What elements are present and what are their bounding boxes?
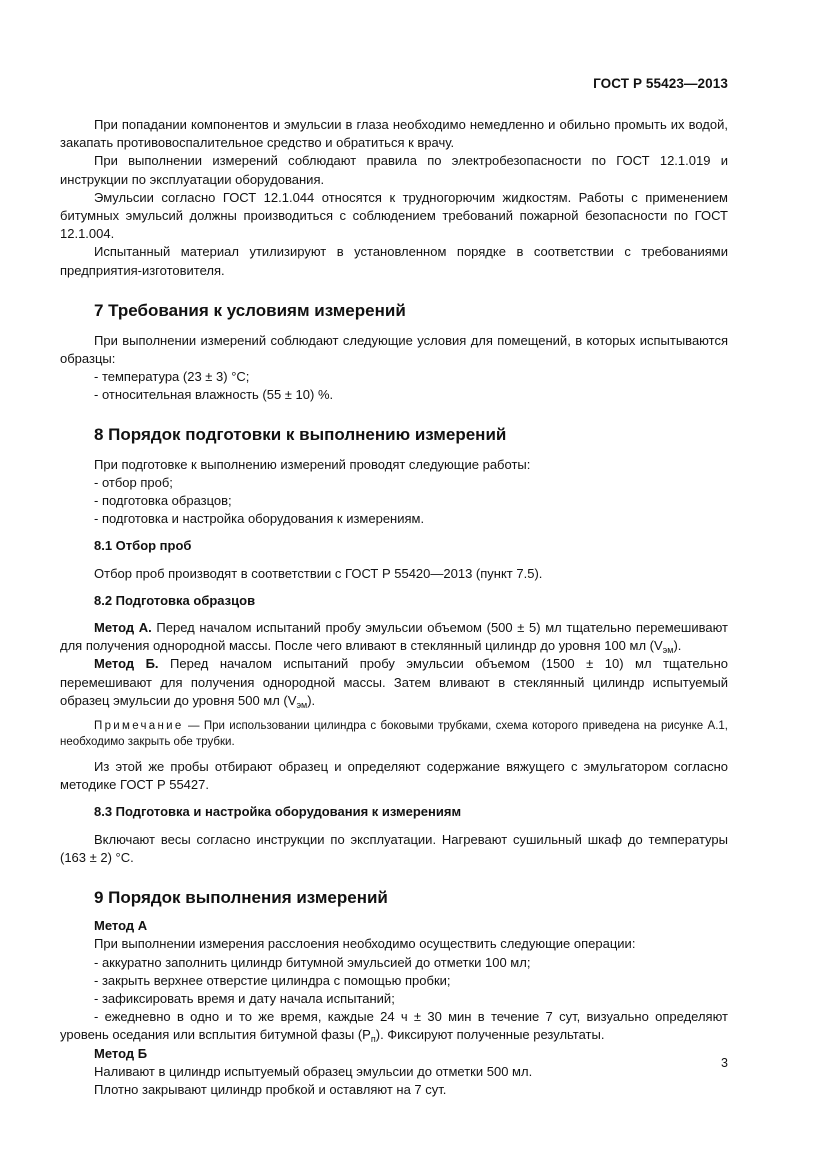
method-label: Метод Б. xyxy=(94,656,159,672)
list-item: - отбор проб; xyxy=(94,474,173,490)
method-b-paragraph xyxy=(60,655,728,710)
method-text-end: ). xyxy=(673,638,682,654)
note xyxy=(60,718,728,750)
note-text: — При использовании цилиндра с боковыми трубками, схема которого приведена на рисунке А.1, необходимо закрыть обе трубки. xyxy=(60,720,728,749)
method-a-paragraph xyxy=(60,619,728,655)
subscript: эм xyxy=(662,645,674,656)
list-item: - аккуратно заполнить цилиндр битумной эмульсией до отметки 100 мл; xyxy=(94,954,531,970)
paragraph: Плотно закрывают цилиндр пробкой и оставляют на 7 сут. xyxy=(94,1081,447,1097)
list-item: - зафиксировать время и дату начала испытаний; xyxy=(94,990,395,1006)
page-body xyxy=(60,116,728,1099)
paragraph: При выполнении измерений соблюдают следующие условия для помещений, в которых испытываются образцы: xyxy=(60,332,728,367)
paragraph: Из этой же пробы отбирают образец и определяют содержание вяжущего с эмульгатором согласно методике ГОСТ Р 55427. xyxy=(60,759,728,793)
method-text: Перед началом испытаний пробу эмульсии объемом (1500 ± 10) мл тщательно перемешивают для получения однородной массы. Затем вливают в стеклянный цилиндр испытуемый образец эмульсии до уровня 500 мл (V xyxy=(60,656,728,708)
method-text: Перед началом испытаний пробу эмульсии объемом (500 ± 5) мл тщательно перемешивают для получения однородной массы. После чего вливают в стеклянный цилиндр до уровня 100 мл (V xyxy=(60,620,728,654)
subsection-heading: 8.1 Отбор проб xyxy=(94,538,192,554)
method-label: Метод А. xyxy=(94,620,152,636)
method-heading: Метод Б xyxy=(94,1045,148,1061)
list-item xyxy=(60,1008,728,1044)
subscript: эм xyxy=(296,699,308,710)
paragraph: При выполнении измерения расслоения необходимо осуществить следующие операции: xyxy=(94,936,636,952)
section-heading: 9 Порядок выполнения измерений xyxy=(94,888,388,908)
subsection-heading: 8.2 Подготовка образцов xyxy=(94,592,256,608)
paragraph: При подготовке к выполнению измерений проводят следующие работы: xyxy=(94,456,531,472)
page-number: 3 xyxy=(721,1056,728,1070)
paragraph: Наливают в цилиндр испытуемый образец эмульсии до отметки 500 мл. xyxy=(94,1063,533,1079)
paragraph: Включают весы согласно инструкции по эксплуатации. Нагревают сушильный шкаф до температуры (163 ± 2) °С. xyxy=(60,831,728,865)
section-heading: 7 Требования к условиям измерений xyxy=(94,300,406,320)
paragraph: Отбор проб производят в соответствии с ГОСТ Р 55420—2013 (пункт 7.5). xyxy=(94,565,543,581)
paragraph: При выполнении измерений соблюдают правила по электробезопасности по ГОСТ 12.1.019 и инструкции по эксплуатации оборудования. xyxy=(60,153,728,187)
list-item: - относительная влажность (55 ± 10) %. xyxy=(94,387,334,403)
list-item-text-end: ). Фиксируют полученные результаты. xyxy=(375,1027,605,1043)
section-heading: 8 Порядок подготовки к выполнению измерений xyxy=(94,424,507,444)
method-heading: Метод А xyxy=(94,918,148,934)
list-item: - температура (23 ± 3) °С; xyxy=(94,369,250,385)
paragraph: Эмульсии согласно ГОСТ 12.1.044 относятся к трудногорючим жидкостям. Работы с применением битумных эмульсий должны производиться с соблюдением требований пожарной безопасности по ГОСТ 12.1.004. xyxy=(60,189,728,242)
list-item: - закрыть верхнее отверстие цилиндра с помощью пробки; xyxy=(94,972,451,988)
paragraph: При попадании компонентов и эмульсии в глаза необходимо немедленно и обильно промыть их водой, закапать противовоспалительное средство и обратиться к врачу. xyxy=(60,117,728,151)
subsection-heading: 8.3 Подготовка и настройка оборудования к измерениям xyxy=(94,804,462,820)
list-item: - подготовка и настройка оборудования к измерениям. xyxy=(94,511,425,527)
subscript: п xyxy=(370,1034,376,1045)
method-text-end: ). xyxy=(307,692,316,708)
list-item: - подготовка образцов; xyxy=(94,493,232,509)
list-item-text: - ежедневно в одно и то же время, каждые 24 ч ± 30 мин в течение 7 сут, визуально определяют уровень оседания или всплытия битумной фазы (P xyxy=(60,1009,728,1043)
paragraph: Испытанный материал утилизируют в установленном порядке в соответствии с требованиями предприятия-изготовителя. xyxy=(60,244,728,278)
note-label: Примечание xyxy=(94,720,184,733)
document-id: ГОСТ Р 55423—2013 xyxy=(593,76,728,91)
